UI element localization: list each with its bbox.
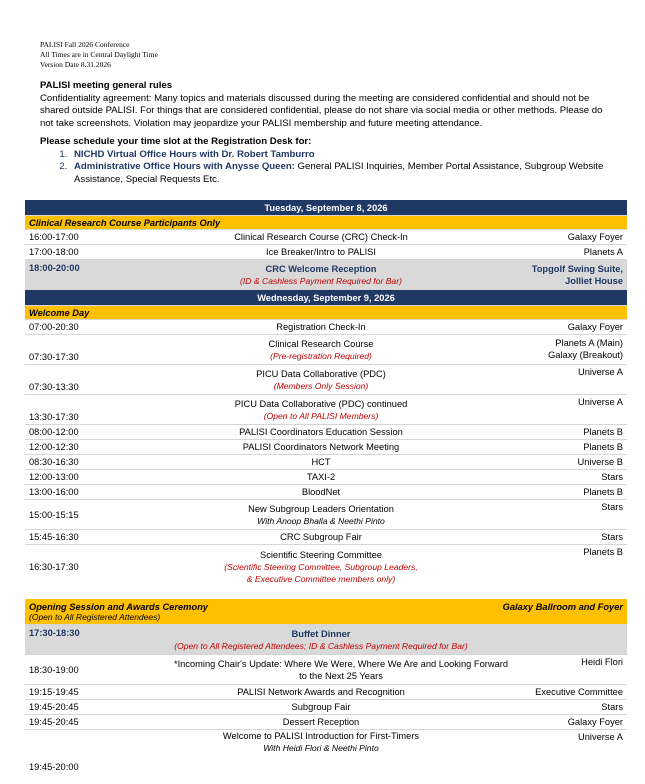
table-row: 12:00-13:00 TAXI-2 Stars xyxy=(25,470,627,485)
table-row: 16:30-17:30 Scientific Steering Committee (Scientific Steering Committee, Subgroup Leaders, & Executive Committee members only) Planets B xyxy=(29,547,623,584)
section-header: Welcome Day xyxy=(25,306,627,320)
table-row: 07:30-13:30 PICU Data Collaborative (PDC) (Members Only Session) Universe A xyxy=(25,365,627,395)
table-row: 19:45-20:00 Welcome to PALISI Introduction for First-Timers With Heidi Flori & Neethi Pinto Universe A xyxy=(29,731,623,772)
table-row: 13:30-17:30 PICU Data Collaborative (PDC) continued (Open to All PALISI Members) Universe A xyxy=(25,395,627,425)
table-row: 15:00-15:15 New Subgroup Leaders Orientation With Anoop Bhalla & Neethi Pinto Stars xyxy=(25,500,627,530)
schedule-note-list xyxy=(40,149,610,187)
table-row: 08:00-12:00 PALISI Coordinators Education Session Planets B xyxy=(25,425,627,440)
schedule-note xyxy=(40,136,610,186)
section-header: Clinical Research Course Participants Only xyxy=(25,216,627,230)
table-row: 18:30-19:00 *Incoming Chair's Update: Where We Were, Where We Are and Looking Forward to the Next 25 Years Heidi Flori xyxy=(25,655,627,685)
rules-body: Confidentiality agreement: Many topics and materials discussed during the meeting are considered confidential and should not be shared outside PALISI. For things that are considered confidential, please do not share via social media or other methods. Please do not take screenshots. Violation may jeopardize your PALISI membership and future meeting attendance. xyxy=(40,92,603,129)
table-row: 16:00-17:00 Clinical Research Course (CRC) Check-In Galaxy Foyer xyxy=(25,230,627,245)
table-row: 12:00-12:30 PALISI Coordinators Network Meeting Planets B xyxy=(25,440,627,455)
table-row: 13:00-16:00 BloodNet Planets B xyxy=(25,485,627,500)
schedule-note-item: 2. Administrative Office Hours with Anysse Queen: General PALISI Inquiries, Member Portal Assistance, Subgroup Website Assistance, Special Requests Etc. xyxy=(70,161,610,186)
table-row: 19:45-20:45 Dessert Reception Galaxy Foyer xyxy=(25,715,627,730)
schedule-note-title: Please schedule your time slot at the Registration Desk for: xyxy=(40,136,312,147)
section-header: Opening Session and Awards Ceremony Galaxy Ballroom and Foyer (Open to All Registered Attendees) xyxy=(25,599,627,625)
rules-title: PALISI meeting general rules xyxy=(40,80,173,91)
version-date: Version Date 8.31.2026 xyxy=(40,60,111,69)
agenda-table xyxy=(25,200,627,774)
table-row: 17:30-18:30 Buffet Dinner (Open to All Registered Attendees; ID & Cashless Payment Required for Bar) xyxy=(25,625,627,655)
table-row: 07:00-20:30 Registration Check-In Galaxy Foyer xyxy=(25,320,627,335)
timezone-note: All Times are in Central Daylight Time xyxy=(40,50,158,59)
document-header xyxy=(40,40,158,70)
day-header: Wednesday, September 9, 2026 xyxy=(25,290,627,306)
conference-title: PALISI Fall 2026 Conference xyxy=(40,40,130,49)
table-row: 07:30-17:30 Clinical Research Course (Pre-registration Required) Planets A (Main) Galaxy (Breakout) xyxy=(25,335,627,365)
table-row: 18:00-20:00 CRC Welcome Reception (ID & Cashless Payment Required for Bar) Topgolf Swing Suite, Jolliet House xyxy=(25,260,627,290)
table-row: 19:15-19:45 PALISI Network Awards and Recognition Executive Committee xyxy=(25,685,627,700)
general-rules xyxy=(40,80,610,130)
table-row: 17:00-18:00 Ice Breaker/Intro to PALISI Planets A xyxy=(25,245,627,260)
table-row: 08:30-16:30 HCT Universe B xyxy=(25,455,627,470)
day-header: Tuesday, September 8, 2026 xyxy=(25,200,627,216)
table-row: 19:45-20:45 Subgroup Fair Stars xyxy=(25,700,627,715)
schedule-note-item: 1. NICHD Virtual Office Hours with Dr. Robert Tamburro xyxy=(70,149,610,162)
table-row: 15:45-16:30 CRC Subgroup Fair Stars xyxy=(25,530,627,545)
